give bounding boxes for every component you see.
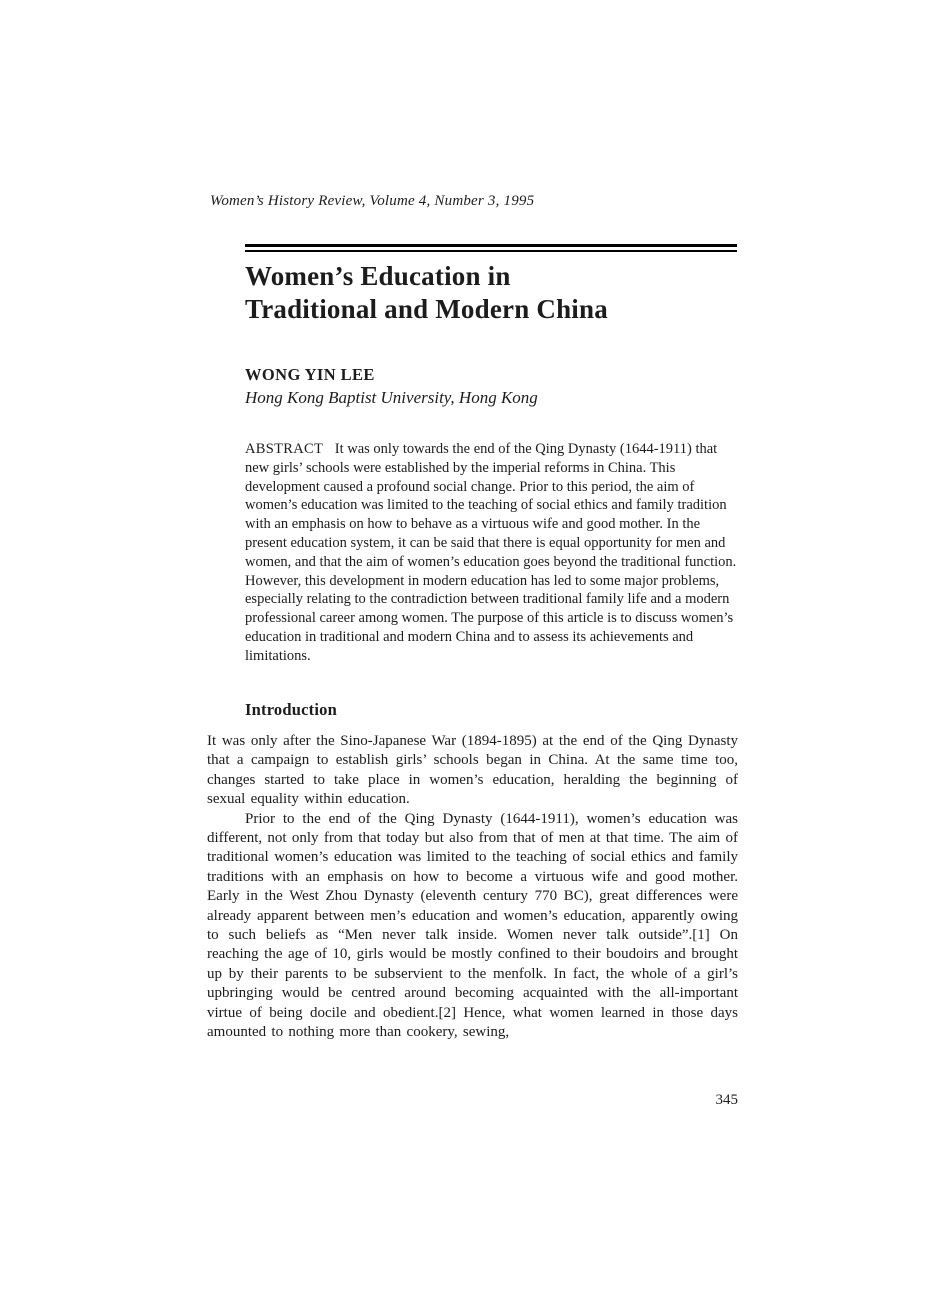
author-affiliation: Hong Kong Baptist University, Hong Kong [245,388,538,407]
paragraph: Prior to the end of the Qing Dynasty (1644-1911), women’s education was different, not only from that today but also from that of men at that time. The aim of traditional women’s education was limited to the teaching of social ethics and family traditions with an emphasis on how to become a virtuous wife and good mother. Early in the West Zhou Dynasty (eleventh century 770 BC), great differences were already apparent between men’s education and women’s education, apparently owing to such beliefs as “Men never talk inside. Women never talk outside”.[1] On reaching the age of 10, girls would be mostly confined to their boudoirs and brought up by their parents to be subservient to the menfolk. In fact, the whole of a girl’s upbringing would be centred around becoming acquainted with the all-important virtue of being docile and obedient.[2] Hence, what women learned in those days amounted to nothing more than cookery, sewing, [207,810,738,1041]
article-title [245,260,608,326]
paragraph: It was only after the Sino-Japanese War (1894-1895) at the end of the Qing Dynasty that a campaign to establish girls’ schools began in China. At the same time too, changes started to take place in women’s education, heralding the beginning of sexual equality within education. [207,733,738,808]
abstract-text: It was only towards the end of the Qing Dynasty (1644-1911) that new girls’ schools were established by the imperial reforms in China. This development caused a profound social change. Prior to this period, the aim of women’s education was limited to the teaching of social ethics and family tradition with an emphasis on how to behave as a virtuous wife and good mother. In the present education system, it can be said that there is equal opportunity for men and women, and that the aim of women’s education goes beyond the traditional function. However, this development in modern education has led to some major problems, especially relating to the contradiction between traditional family life and a modern professional career among women. The purpose of this article is to discuss women’s education in traditional and modern China and to assess its achievements and limitations. [245,441,737,664]
abstract [245,440,739,666]
running-head: Women’s History Review, Volume 4, Number 3, 1995 [210,193,535,209]
article-title-line1: Women’s Education in [245,261,511,291]
section-heading-introduction: Introduction [245,700,337,719]
section-introduction [207,700,738,1043]
byline [245,365,538,408]
article-title-line2: Traditional and Modern China [245,294,608,324]
page-number: 345 [715,1092,738,1108]
author-name: WONG YIN LEE [245,365,375,384]
abstract-label: ABSTRACT [245,441,324,457]
title-rule [245,244,737,252]
